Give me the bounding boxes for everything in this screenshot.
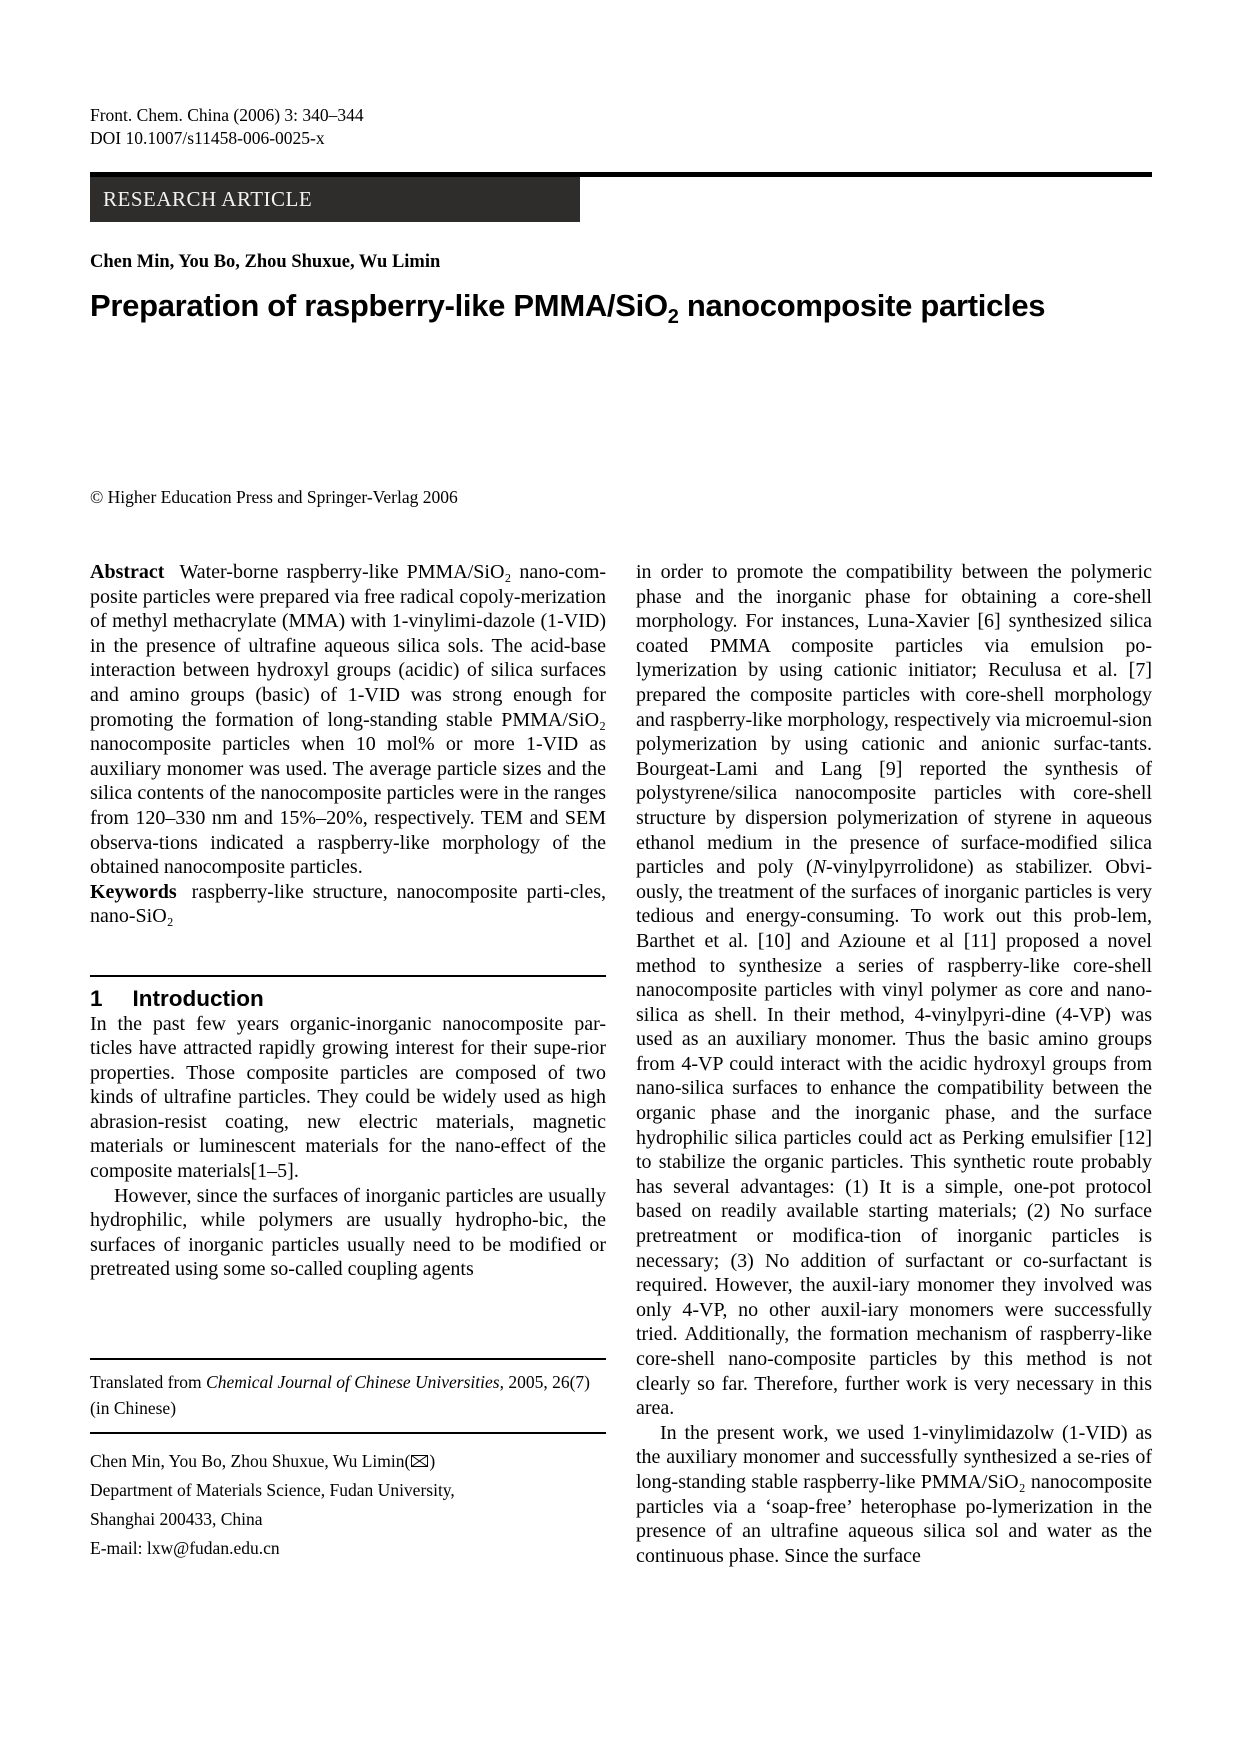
- right-paragraph-1-text: in order to promote the compatibility between the polymeric phase and the inorganic phase for obtaining a core-shell morphology. For instances, Luna-Xavier [6] synthesized silica coated PMMA composite particles via emulsion po-lymerization by using cationic initiator; Reculusa et al. [7] prepared the composite particles with core-shell morphology and raspberry-like morphology, respectively via microemul-sion polymerization by using cationic and anionic surfac-tants. Bourgeat-Lami and Lang [9] reported the synthesis of polystyrene/silica nanocomposite particles with core-shell structure by dispersion polymerization of styrene in aqueous ethanol medium in the presence of surface-modified silica particles and poly (: [636, 561, 1152, 879]
- section-heading-rule: [90, 975, 606, 977]
- section-number: 1: [90, 985, 103, 1011]
- copyright-line: © Higher Education Press and Springer-Verlag 2006: [90, 487, 458, 507]
- keywords-paragraph: [90, 880, 606, 929]
- translated-note: [90, 1369, 606, 1421]
- translated-suffix: , 2005, 26(7): [499, 1372, 590, 1392]
- doi-line: DOI 10.1007/s11458-006-0025-x: [90, 128, 325, 148]
- intro-paragraph-1: In the past few years organic-inorganic nanocomposite par-ticles have attracted rapidly growing interest for their supe-rior properties. Those composite particles are composed of two kinds of ultrafine particles. They could be widely used as high abrasion-resist coating, new electric materials, magnetic materials or luminescent materials for the nano-effect of the composite materials[1–5].: [90, 1012, 606, 1183]
- paper-title-text: Preparation of raspberry-like PMMA/SiO: [90, 288, 668, 323]
- abstract-label: Abstract: [90, 561, 165, 583]
- right-column: [636, 560, 1152, 1575]
- right-column-paragraph-2: In the present work, we used 1-vinylimidazolw (1-VID) as the auxiliary monomer and successfully synthesized a se-ries of long-standing stable raspberry-like PMMA/SiO₂ nanocomposite particles via a ‘soap-free’ heterophase po-lymerization in the presence of an ultrafine aqueous silica sol and water as the continuous phase. Since the surface: [636, 1421, 1152, 1567]
- right-paragraph-1-text-end: -vinylpyrrolidone) as stabilizer. Obvi-ously, the treatment of the surfaces of inorganic particles is very tedious and energy-consuming. To work out this prob-lem, Barthet et al. [10] and Azioune et al [11] proposed a novel method to synthesize a series of raspberry-like core-shell nanocomposite particles with vinyl polymer as core and nano-silica as shell. In their method, 4-vinylpyri-dine (4-VP) was used as an auxiliary monomer. Thus the basic amino groups from 4-VP could interact with the acidic hydroxyl groups from nano-silica surfaces to enhance the compatibility between the organic phase and the inorganic phase, and the surface hydrophilic silica particles could act as Perking emulsifier [12] to stabilize the organic particles. This synthetic route probably has several advantages: (1) It is a simple, one-pot protocol based on readily available starting materials; (2) No surface pretreatment or modifica-tion of inorganic particles is necessary; (3) No addition of surfactant or co-surfactant is required. However, the auxil-iary monomer they involved was only 4-VP, no other auxil-iary monomers were successfully tried. Additionally, the formation mechanism of raspberry-like core-shell nano-composite particles by this method is not clearly so far. Therefore, further work is very necessary in this area.: [636, 856, 1153, 1420]
- keywords-text: raspberry-like structure, nanocomposite parti-cles, nano-SiO₂: [90, 880, 606, 928]
- section-title: Introduction: [132, 985, 264, 1011]
- journal-citation-line: Front. Chem. China (2006) 3: 340–344: [90, 105, 364, 125]
- paper-title: [90, 288, 1150, 329]
- section-heading-introduction: [90, 987, 606, 1012]
- correspondence-note: [90, 1447, 606, 1563]
- two-column-body: [90, 560, 1152, 1575]
- paper-title-subscript: 2: [667, 306, 679, 329]
- right-paragraph-1-italic-n: N: [812, 856, 826, 879]
- translated-journal-name: Chemical Journal of Chinese Universities: [206, 1372, 500, 1392]
- abstract-text: Water-borne raspberry-like PMMA/SiO₂ nano-com-posite particles were prepared via free radical copoly-merization of methyl methacrylate (MMA) with 1-vinylimi-dazole (1-VID) in the presence of ultrafine aqueous silica sols. The acid-base interaction between hydroxyl groups (acidic) of silica surfaces and amino groups (basic) of 1-VID was strong enough for promoting the formation of long-standing stable PMMA/SiO₂ nanocomposite particles when 10 mol% or more 1-VID as auxiliary monomer was used. The average particle sizes and the silica contents of the nanocomposite particles were in the ranges from 120–330 nm and 15%–20%, respectively. TEM and SEM observa-tions indicated a raspberry-like morphology of the obtained nanocomposite particles.: [90, 561, 606, 879]
- footnote-rule-bottom: [90, 1432, 606, 1434]
- keywords-label: Keywords: [90, 880, 177, 903]
- right-column-paragraph-1: [636, 560, 1152, 1421]
- affiliation-line1: Department of Materials Science, Fudan University,: [90, 1480, 455, 1500]
- translated-prefix: Translated from: [90, 1372, 207, 1392]
- abstract-paragraph: [90, 560, 606, 880]
- envelope-icon: [411, 1447, 428, 1476]
- left-column: [90, 560, 606, 1575]
- translated-line2: (in Chinese): [90, 1398, 177, 1418]
- footnote-rule-top: [90, 1358, 606, 1360]
- correspondence-authors: Chen Min, You Bo, Zhou Shuxue, Wu Limin(: [90, 1451, 411, 1471]
- affiliation-line2: Shanghai 200433, China: [90, 1509, 263, 1529]
- intro-paragraph-2: However, since the surfaces of inorganic particles are usually hydrophilic, while polymers are usually hydropho-bic, the surfaces of inorganic particles usually need to be modified or pretreated using some so-called coupling agents: [90, 1184, 606, 1281]
- journal-header: [90, 104, 364, 150]
- footnote-block: [90, 1358, 606, 1563]
- email-line: E-mail: lxw@fudan.edu.cn: [90, 1538, 280, 1558]
- article-type-label: RESEARCH ARTICLE: [103, 187, 313, 211]
- paper-title-text-end: nanocomposite particles: [678, 288, 1046, 323]
- article-type-banner: [90, 177, 580, 222]
- authors-line: Chen Min, You Bo, Zhou Shuxue, Wu Limin: [90, 252, 441, 272]
- correspondence-close-paren: ): [429, 1451, 436, 1471]
